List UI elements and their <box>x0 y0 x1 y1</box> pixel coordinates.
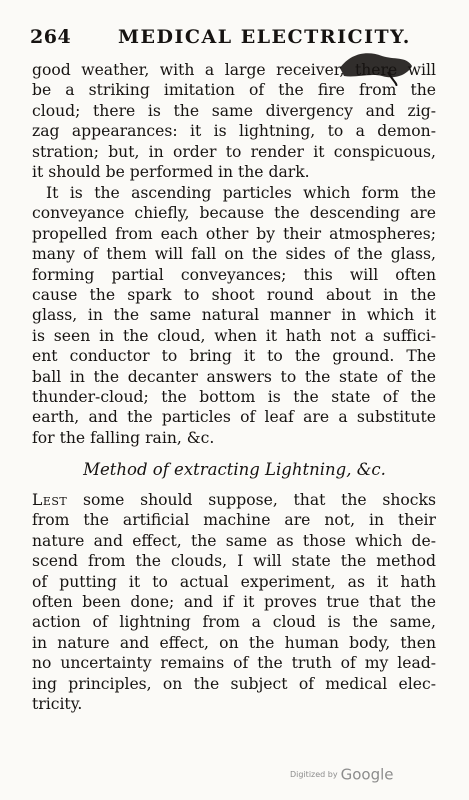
running-head-title: MEDICAL ELECTRICITY. <box>118 26 411 48</box>
text-line: earth, and the particles of leaf are a substitute <box>32 408 436 427</box>
text-line: scend from the clouds, I will state the method <box>32 552 436 571</box>
text-line-first <box>32 490 436 510</box>
text-line: it should be performed in the dark. <box>32 163 310 182</box>
text-line: propelled from each other by their atmospheres; <box>32 224 436 243</box>
text-line: ent conductor to bring it to the ground. The <box>32 347 436 366</box>
google-logo: Google <box>340 765 394 784</box>
digitized-watermark <box>290 764 394 784</box>
text-line: of putting it to actual experiment, as it hath <box>32 572 436 591</box>
drop-word: Lest <box>32 491 68 509</box>
text-line: from the artificial machine are not, in their <box>32 511 436 530</box>
text-line: no uncertainty remains of the truth of my lead- <box>32 654 436 673</box>
text-line: is seen in the cloud, when it hath not a suffici- <box>32 326 436 345</box>
text-line: be a striking imitation of the fire from the <box>32 81 436 100</box>
text-line: ing principles, on the subject of medical elec- <box>32 674 436 693</box>
text-line: conveyance chiefly, because the descending are <box>32 204 436 223</box>
section-heading: Method of extracting Lightning, &c. <box>83 460 386 479</box>
text-line: stration; but, in order to render it conspicuous, <box>32 142 436 161</box>
text-line: for the falling rain, &c. <box>32 428 215 447</box>
text-line: zag appearances: it is lightning, to a demon- <box>32 122 436 141</box>
text-line: action of lightning from a cloud is the same, <box>32 613 436 632</box>
text-line: thunder-cloud; the bottom is the state of the <box>32 388 436 407</box>
text-line: nature and effect, the same as those which de- <box>32 531 436 550</box>
paragraph-1 <box>32 60 436 182</box>
text-line: many of them will fall on the sides of the glass, <box>32 245 436 264</box>
text-line: in nature and effect, on the human body, then <box>32 633 436 652</box>
text-line: often been done; and if it proves true that the <box>32 593 436 612</box>
text-line: cloud; there is the same divergency and zig- <box>32 101 436 120</box>
text-line: forming partial conveyances; this will often <box>32 265 436 284</box>
running-header <box>30 26 440 52</box>
text-line-rest: some should suppose, that the shocks <box>67 491 436 509</box>
page-number: 264 <box>30 26 72 48</box>
text-line: good weather, with a large receiver, there will <box>32 61 436 79</box>
text-line: cause the spark to shoot round about in the <box>32 286 436 305</box>
paragraph-3 <box>32 490 436 714</box>
digitized-by-label: Digitized by <box>290 770 338 779</box>
text-line: glass, in the same natural manner in which it <box>32 306 436 325</box>
text-line: tricity. <box>32 695 83 714</box>
text-line: ball in the decanter answers to the state of the <box>32 367 436 386</box>
paragraph-2 <box>32 183 436 448</box>
text-line: It is the ascending particles which form the <box>46 184 436 202</box>
